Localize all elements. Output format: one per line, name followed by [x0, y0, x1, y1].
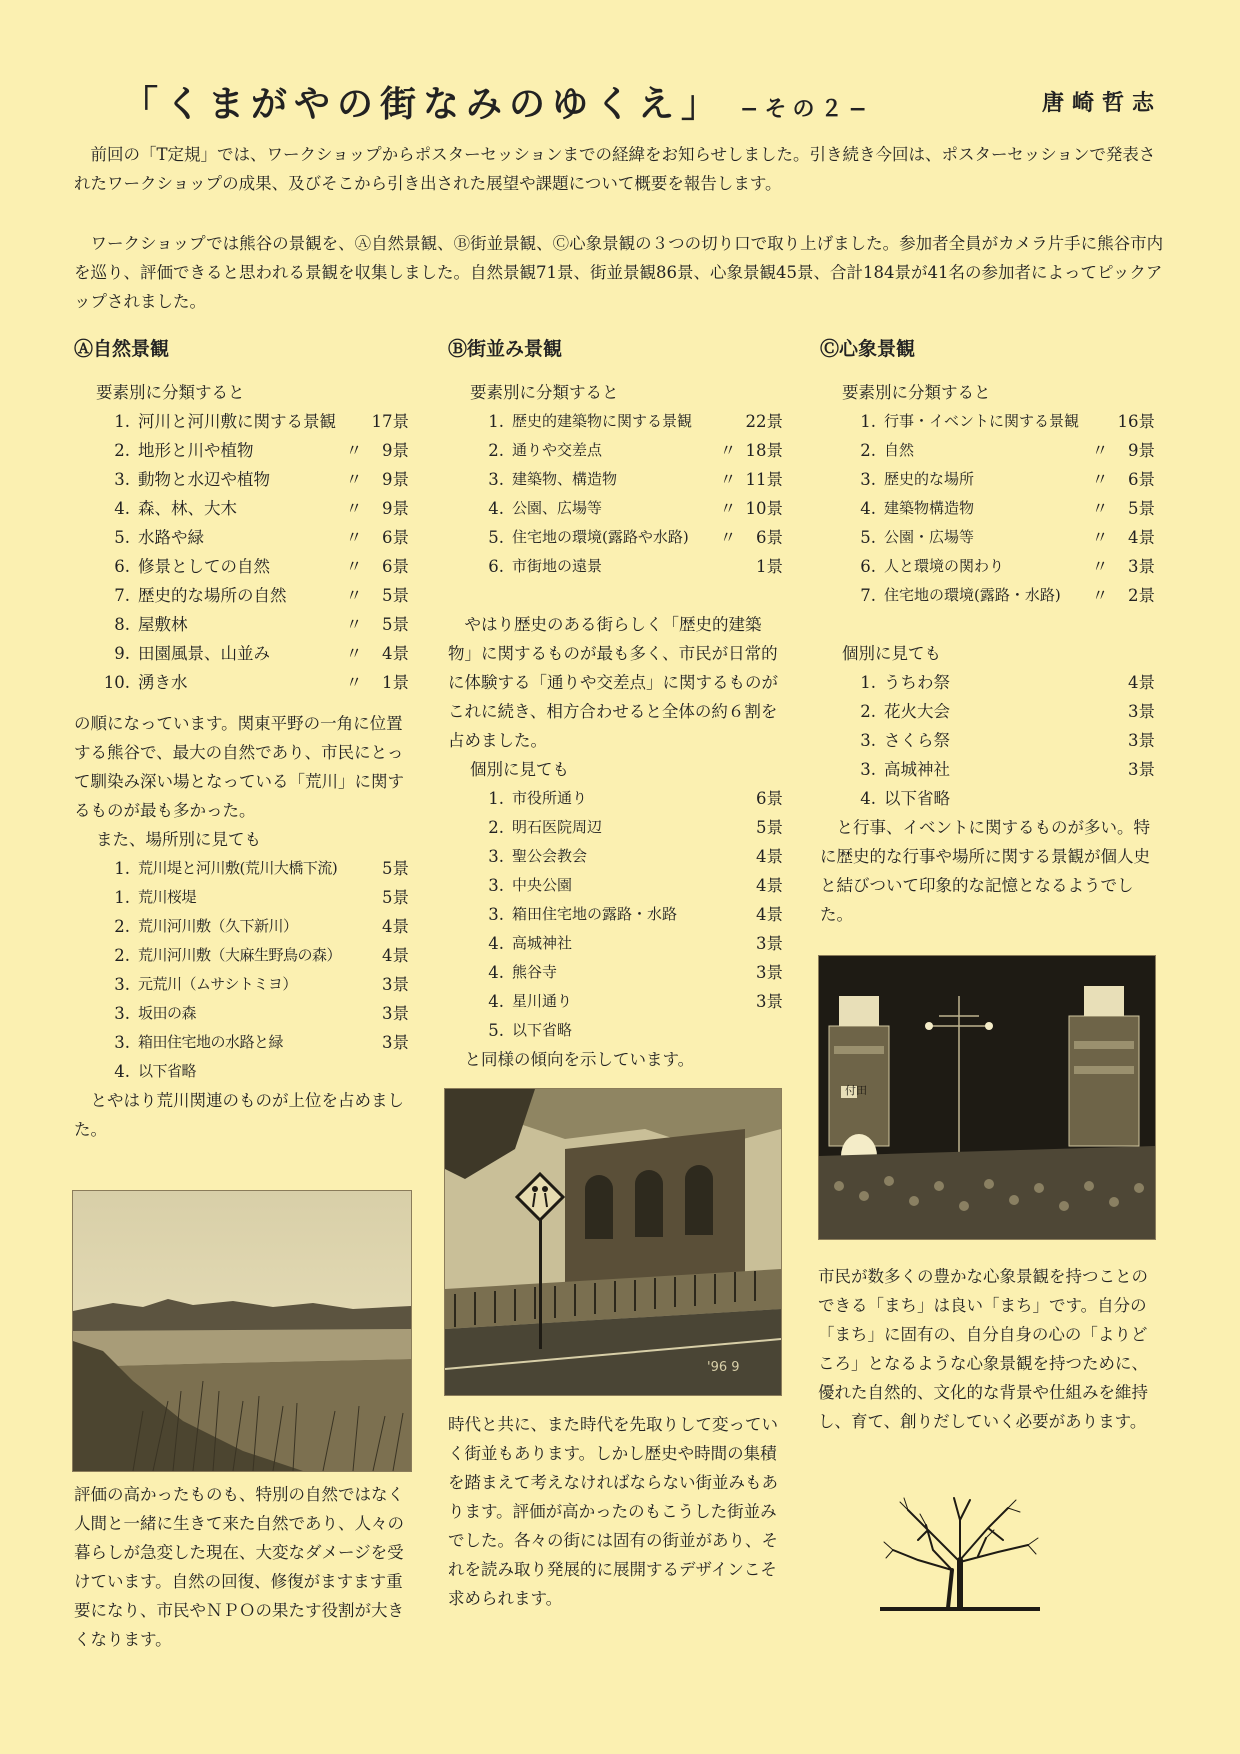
intro-paragraph-2: ワークショップでは熊谷の景観を、Ⓐ自然景観、Ⓑ街並景観、Ⓒ心象景観の３つの切り口で取り上げました。参加者全員がカメラ片手に熊谷市内を巡り、評価できると思われる景観を収集しました。自然景観71景、街並景観86景、心象景観45景、合計184景が41名の参加者によってピックアップされました。 [74, 234, 1164, 311]
list-item: 3. 箱田住宅地の水路と緑 3景 [114, 1033, 409, 1052]
photo-date-stamp: '96 9 [707, 1360, 740, 1375]
author-name: 唐崎哲志 [1041, 90, 1162, 116]
list-item: 5. 以下省略 [488, 1021, 573, 1040]
list-item: 4. 以下省略 [114, 1062, 197, 1081]
list-item: 4. 以下省略 [860, 789, 950, 808]
list-item: 2. 地形と川や植物 〃 9景 [114, 441, 409, 460]
list-item: 3. さくら祭 3景 [860, 731, 1155, 750]
festival-photo [818, 955, 1156, 1240]
list-item: 3. 中央公園 4景 [488, 876, 783, 895]
nature-place-list [74, 854, 409, 1086]
mental-column [820, 334, 1155, 929]
lantern-sign: 付田 [845, 1084, 867, 1097]
list-item: 2. 花火大会 3景 [860, 702, 1155, 721]
list-item: 2. 自然 〃 9景 [860, 441, 1155, 460]
townscape-heading: Ⓑ街並み景観 [448, 338, 563, 360]
townscape-category-list [448, 407, 783, 581]
list-item: 1. 歴史的建築物に関する景観 22景 [488, 412, 783, 431]
townscape-paragraph-2: と同様の傾向を示しています。 [464, 1050, 695, 1069]
list-item: 5. 水路や緑 〃 6景 [114, 528, 409, 547]
list-item: 3. 高城神社 3景 [860, 760, 1155, 779]
list-item: 4. 高城神社 3景 [488, 934, 783, 953]
list-item: 8. 屋敷林 〃 5景 [114, 615, 409, 634]
townscape-lead-2: 個別に見ても [470, 760, 569, 779]
mental-lead: 要素別に分類すると [842, 383, 991, 402]
list-item: 3. 動物と水辺や植物 〃 9景 [114, 470, 409, 489]
tree-illustration [878, 1490, 1042, 1612]
list-item: 1. うちわ祭 4景 [860, 673, 1155, 692]
list-item: 9. 田園風景、山並み 〃 4景 [114, 644, 409, 663]
nature-column [74, 334, 409, 1144]
river-photo [72, 1190, 412, 1472]
nature-caption: 評価の高かったものも、特別の自然ではなく人間と一緒に生きて来た自然であり、人々の暮らしが急変した現在、大変なダメージを受けています。自然の回復、修復がますます重要になり、市民やＮＰＯの果たす役割が大きくなります。 [74, 1485, 404, 1649]
list-item: 6. 修景としての自然 〃 6景 [114, 557, 409, 576]
mental-paragraph: と行事、イベントに関するものが多い。特に歴史的な行事や場所に関する景観が個人史と結びついて印象的な記憶となるようでした。 [820, 818, 1150, 924]
list-item: 7. 歴史的な場所の自然 〃 5景 [114, 586, 409, 605]
list-item: 4. 建築物構造物 〃 5景 [860, 499, 1155, 518]
list-item: 10. 湧き水 〃 1景 [103, 673, 409, 692]
list-item: 4. 星川通り 3景 [488, 992, 783, 1011]
list-item: 5. 住宅地の環境(露路や水路) 〃 6景 [488, 528, 783, 547]
list-item: 3. 聖公会教会 4景 [488, 847, 783, 866]
article-header [122, 76, 1162, 132]
list-item: 3. 元荒川（ムサシトミヨ） 3景 [114, 975, 409, 994]
nature-lead: 要素別に分類すると [96, 383, 245, 402]
list-item: 3. 歴史的な場所 〃 6景 [860, 470, 1155, 489]
list-item: 1. 行事・イベントに関する景観 16景 [860, 412, 1155, 431]
intro-paragraph-1: 前回の「T定規」では、ワークショップからポスターセッションまでの経緯をお知らせしました。引き続き今回は、ポスターセッションで発表されたワークショップの成果、及びそこから引き出された展望や課題について概要を報告します。 [74, 145, 1156, 193]
mental-heading: Ⓒ心象景観 [820, 338, 916, 360]
list-item: 3. 箱田住宅地の露路・水路 4景 [488, 905, 783, 924]
list-item: 1. 河川と河川敷に関する景観 17景 [114, 412, 409, 431]
list-item: 4. 熊谷寺 3景 [488, 963, 783, 982]
townscape-paragraph-1: やはり歴史のある街らしく「歴史的建築物」に関するものが最も多く、市民が日常的に体験する「通りや交差点」に関するものがこれに続き、相方合わせると全体の約６割を占めました。 [448, 615, 778, 750]
list-item: 1. 荒川桜堤 5景 [114, 888, 409, 907]
list-item: 3. 坂田の森 3景 [114, 1004, 409, 1023]
list-item: 2. 明石医院周辺 5景 [488, 818, 783, 837]
list-item: 4. 森、林、大木 〃 9景 [114, 499, 409, 518]
townscape-lead: 要素別に分類すると [470, 383, 619, 402]
list-item: 2. 通りや交差点 〃 18景 [488, 441, 783, 460]
mental-place-list [820, 668, 1155, 813]
list-item: 6. 人と環境の関わり 〃 3景 [860, 557, 1155, 576]
nature-paragraph-1: の順になっています。関東平野の一角に位置する熊谷で、最大の自然であり、市民にとって馴染み深い場となっている「荒川」に関するものが最も多かった。 [74, 714, 404, 820]
townscape-place-list [448, 784, 783, 1045]
list-item: 6. 市街地の遠景 1景 [488, 557, 783, 576]
townscape-caption: 時代と共に、また時代を先取りして変っていく街並もあります。しかし歴史や時間の集積を踏まえて考えなければならない街並みもあります。評価が高かったのもこうした街並みでした。各々の街には固有の街並があり、それを読み取り発展的に展開するデザインこそ求められます。 [448, 1415, 778, 1608]
street-photo [444, 1088, 782, 1396]
list-item: 3. 建築物、構造物 〃 11景 [488, 470, 783, 489]
list-item: 2. 荒川河川敷（久下新川） 4景 [114, 917, 409, 936]
list-item: 5. 公園・広場等 〃 4景 [860, 528, 1155, 547]
list-item: 7. 住宅地の環境(露路・水路) 〃 2景 [860, 586, 1155, 605]
nature-paragraph-2: とやはり荒川関連のものが上位を占めました。 [74, 1091, 404, 1139]
mental-category-list [820, 407, 1155, 610]
list-item: 1. 市役所通り 6景 [488, 789, 783, 808]
mental-lead-2: 個別に見ても [842, 644, 941, 663]
list-item: 1. 荒川堤と河川敷(荒川大橋下流) 5景 [114, 859, 409, 878]
list-item: 4. 公園、広場等 〃 10景 [488, 499, 783, 518]
nature-heading: Ⓐ自然景観 [74, 338, 170, 360]
article-title: 「くまがやの街なみのゆくえ」 [122, 83, 725, 125]
list-item: 2. 荒川河川敷（大麻生野鳥の森） 4景 [114, 946, 409, 965]
townscape-column [448, 334, 783, 1074]
nature-lead-2: また、場所別に見ても [96, 830, 261, 849]
mental-caption: 市民が数多くの豊かな心象景観を持つことのできる「まち」は良い「まち」です。自分の「まち」に固有の、自分自身の心の「よりどころ」となるような心象景観を持つために、優れた自然的、文化的な背景や仕組みを維持し、育て、創りだしていく必要があります。 [818, 1267, 1148, 1431]
nature-category-list [74, 407, 409, 697]
article-subtitle: −その２− [740, 96, 873, 122]
